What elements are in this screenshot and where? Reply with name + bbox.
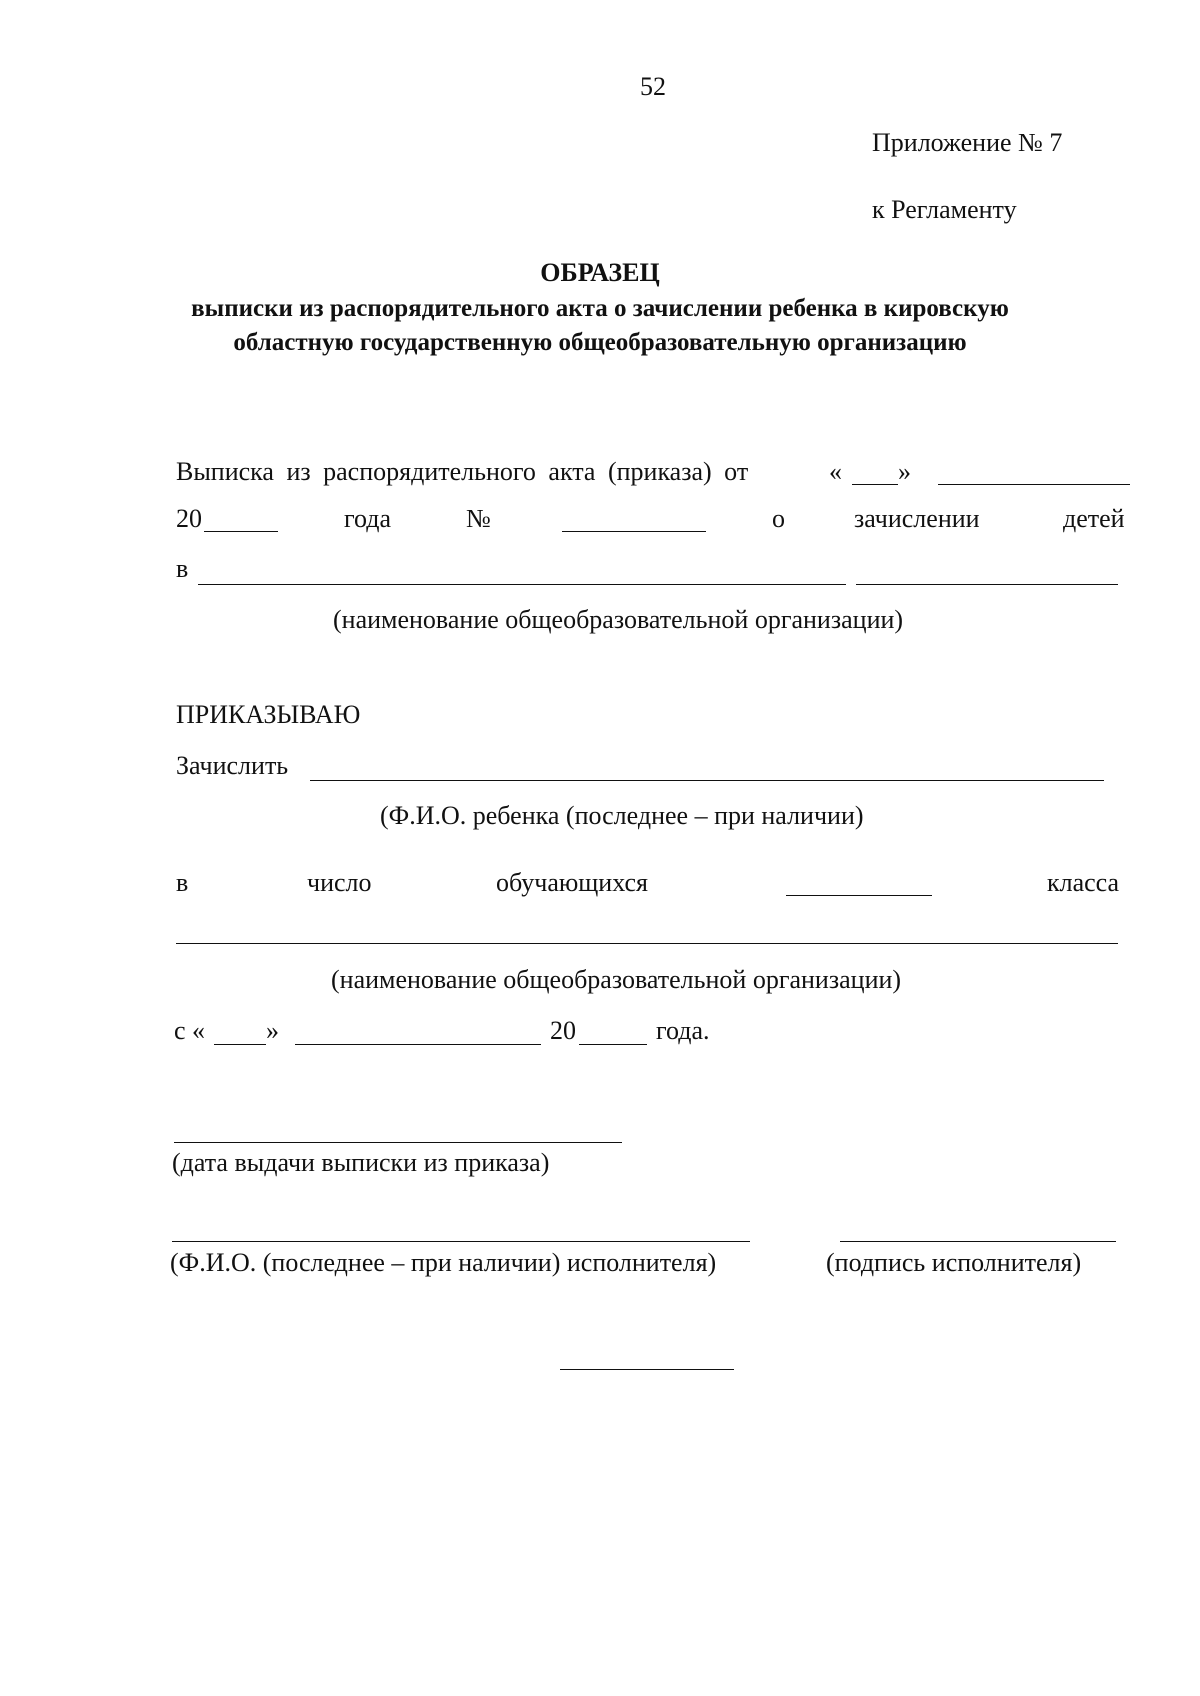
extract-word-goda: года	[344, 504, 392, 533]
appendix-regulation: к Регламенту	[872, 195, 1017, 224]
extract-day-blank[interactable]	[852, 484, 898, 485]
issue-date-blank[interactable]	[174, 1142, 622, 1143]
extract-org-blank-1[interactable]	[198, 584, 846, 585]
order-word-obuchayushchikhsya: обучающихся	[496, 868, 648, 897]
page-number: 52	[640, 72, 666, 101]
appendix-number: Приложение № 7	[872, 128, 1063, 157]
document-title: ОБРАЗЕЦ	[540, 258, 660, 287]
extract-year-blank[interactable]	[204, 531, 278, 532]
extract-quote-open: «	[829, 457, 842, 486]
document-subtitle-line2: областную государственную общеобразовательную организацию	[233, 329, 967, 356]
order-word-v: в	[176, 868, 189, 897]
order-month-blank[interactable]	[295, 1044, 541, 1045]
order-class-blank[interactable]	[786, 895, 932, 896]
order-word-goda: года.	[656, 1016, 710, 1045]
order-year-blank[interactable]	[579, 1044, 647, 1045]
order-date-quote-close: »	[266, 1016, 279, 1045]
executor-signature-blank[interactable]	[840, 1241, 1116, 1242]
order-enroll-label: Зачислить	[176, 751, 289, 780]
order-org-blank[interactable]	[176, 943, 1118, 944]
order-child-caption: (Ф.И.О. ребенка (последнее – при наличии)	[380, 801, 864, 830]
order-day-blank[interactable]	[214, 1044, 266, 1045]
extract-word-v: в	[176, 554, 189, 583]
order-heading: ПРИКАЗЫВАЮ	[176, 700, 361, 729]
document-subtitle-line1: выписки из распорядительного акта о зачислении ребенка в кировскую	[191, 295, 1009, 322]
order-word-klassa: класса	[1047, 868, 1120, 897]
order-org-caption: (наименование общеобразовательной организации)	[331, 965, 902, 994]
extract-year-prefix: 20	[176, 504, 202, 533]
extract-word-zachislenii: зачислении	[854, 504, 980, 533]
end-separator-line	[560, 1369, 734, 1370]
extract-month-blank[interactable]	[938, 484, 1130, 485]
extract-word-o: о	[772, 504, 785, 533]
extract-org-caption: (наименование общеобразовательной организации)	[333, 605, 904, 634]
extract-quote-close: »	[898, 457, 911, 486]
extract-number-sign: №	[466, 504, 491, 533]
extract-word-detey: детей	[1063, 504, 1125, 533]
executor-name-blank[interactable]	[172, 1241, 750, 1242]
extract-number-blank[interactable]	[562, 531, 706, 532]
executor-signature-caption: (подпись исполнителя)	[826, 1248, 1082, 1277]
order-child-name-blank[interactable]	[310, 780, 1104, 781]
order-year-prefix: 20	[550, 1016, 576, 1045]
order-word-chislo: число	[307, 868, 372, 897]
issue-date-caption: (дата выдачи выписки из приказа)	[172, 1148, 550, 1177]
executor-name-caption: (Ф.И.О. (последнее – при наличии) исполнителя)	[170, 1248, 717, 1277]
extract-org-blank-2[interactable]	[856, 584, 1118, 585]
order-date-prefix: с «	[174, 1016, 206, 1045]
extract-intro-text: Выписка из распорядительного акта (приказа) от	[176, 457, 749, 486]
